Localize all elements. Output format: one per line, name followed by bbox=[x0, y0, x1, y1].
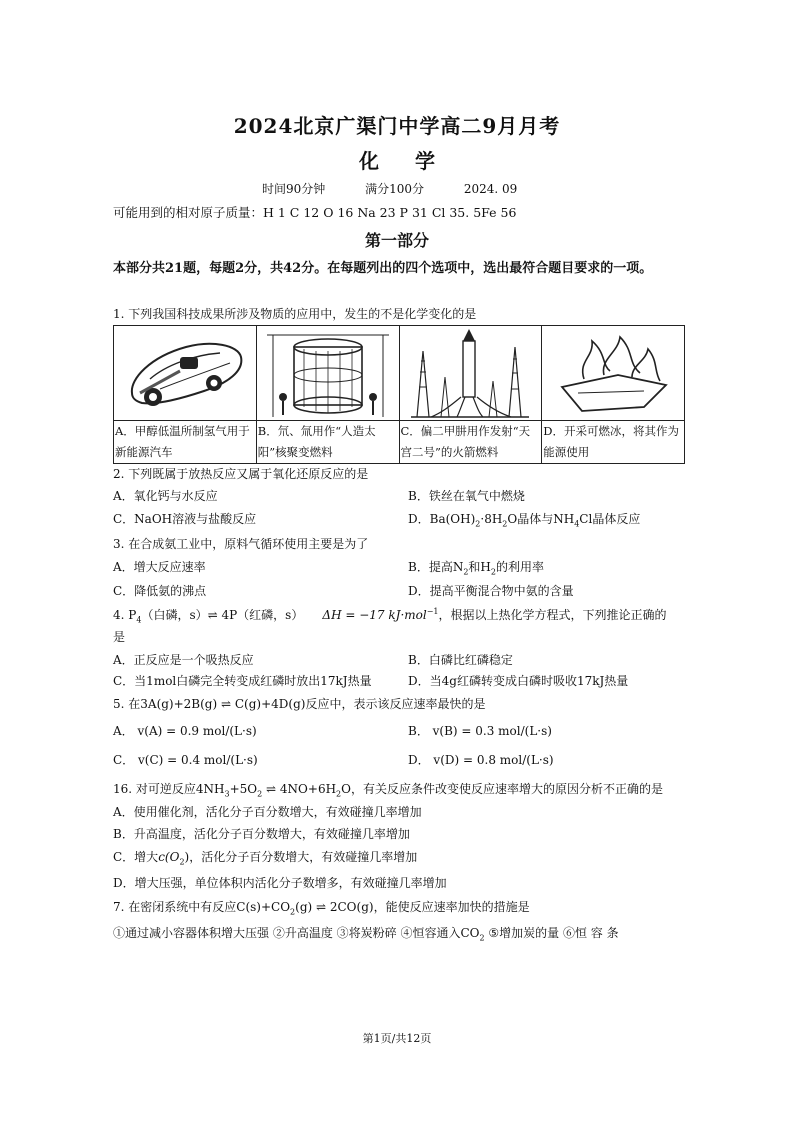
car-illustration bbox=[120, 331, 250, 415]
exam-title: 2024北京广渠门中学高二9月月考 bbox=[233, 114, 561, 138]
q2-option-d: D．$Ba(OH)_2\cdot 8H_2O$晶体与$NH_4Cl$晶体反应 bbox=[408, 512, 641, 529]
q7-stem: 7. 在密闭系统中有反应$C(s)+CO_2(g)$ ⇌ 2CO(g)，能使反应速率加快的措施是 bbox=[113, 900, 530, 917]
q4-stem-cont: 是 bbox=[113, 630, 126, 644]
q4-option-d: D．当4g红磷转变成白磷时吸收17kJ热量 bbox=[408, 674, 629, 688]
q5-option-b: B． v(B) = 0.3 mol/(L·s) bbox=[408, 724, 552, 738]
q1-option-b: B．氘、氚用作“人造太阳”核聚变燃料 bbox=[256, 421, 399, 464]
q1-option-d: D．开采可燃冰，将其作为能源使用 bbox=[542, 421, 685, 464]
q6-stem: 16. 对可逆反应$4NH_3+5O_2$ ⇌ $4NO+6H_2O$，有关反应条件改变使反应速率增大的原因分析不正确的是 bbox=[113, 782, 663, 799]
q1-image-c bbox=[399, 326, 542, 421]
q5-stem: 5. 在3A(g)+2B(g) ⇌ C(g)+4D(g)反应中，表示该反应速率最快的是 bbox=[113, 697, 486, 711]
q7-choices: ①通过减小容器体积增大压强 ②升高温度 ③将炭粉碎 ④恒容通入$CO_2$ ⑤增加炭的量 ⑥恒 容 条 bbox=[113, 926, 619, 943]
q3-option-d: D．提高平衡混合物中氨的含量 bbox=[408, 584, 574, 598]
tokamak-illustration bbox=[263, 327, 393, 419]
q3-option-b: B．提高$N_2$和$H_2$的利用率 bbox=[408, 560, 544, 577]
q6-option-a: A．使用催化剂，活化分子百分数增大，有效碰撞几率增加 bbox=[113, 805, 422, 819]
q1-stem: 1. 下列我国科技成果所涉及物质的应用中，发生的不是化学变化的是 bbox=[113, 307, 477, 321]
exam-info bbox=[262, 180, 553, 197]
q5-option-d: D． v(D) = 0.8 mol/(L·s) bbox=[408, 753, 554, 767]
q2-option-c: C．NaOH溶液与盐酸反应 bbox=[113, 512, 257, 526]
burning-ice-illustration bbox=[548, 331, 678, 415]
q5-option-c: C． v(C) = 0.4 mol/(L·s) bbox=[113, 753, 258, 767]
q2-stem: 2. 下列既属于放热反应又属于氧化还原反应的是 bbox=[113, 467, 369, 481]
section-instructions: 本部分共21题，每题2分，共42分。在每题列出的四个选项中，选出最符合题目要求的一项。 bbox=[113, 261, 653, 276]
q4-stem: 4. $P_4$（白磷，s）⇌ 4P（红磷，s） ΔH = −17 kJ·mol$^{-1}$，根据以上热化学方程式，下列推论正确的 bbox=[113, 607, 667, 625]
q1-image-a bbox=[114, 326, 257, 421]
q4-option-c: C．当1mol白磷完全转变成红磷时放出17kJ热量 bbox=[113, 674, 372, 688]
exam-date: 2024. 09 bbox=[463, 182, 518, 196]
exam-full-score: 满分100分 bbox=[365, 182, 425, 196]
q3-stem: 3. 在合成氨工业中，原料气循环使用主要是为了 bbox=[113, 537, 369, 551]
q5-option-a: A． v(A) = 0.9 mol/(L·s) bbox=[113, 724, 257, 738]
q2-option-a: A．氧化钙与水反应 bbox=[113, 489, 218, 503]
q1-figure-table bbox=[113, 325, 685, 464]
q6-option-d: D．增大压强，单位体积内活化分子数增多，有效碰撞几率增加 bbox=[113, 876, 447, 890]
q4-option-b: B．白磷比红磷稳定 bbox=[408, 653, 513, 667]
q1-option-a: A．甲醇低温所制氢气用于新能源汽车 bbox=[114, 421, 257, 464]
rocket-launch-illustration bbox=[401, 327, 539, 419]
q1-option-c: C．偏二甲肼用作发射“天宫二号”的火箭燃料 bbox=[399, 421, 542, 464]
q2-option-b: B．铁丝在氧气中燃烧 bbox=[408, 489, 525, 503]
subject-title bbox=[0, 145, 794, 174]
q6-option-b: B．升高温度，活化分子百分数增大，有效碰撞几率增加 bbox=[113, 827, 410, 841]
section-title: 第一部分 bbox=[364, 231, 429, 250]
subject-char-1: 化 bbox=[359, 149, 379, 173]
exam-time: 时间90分钟 bbox=[262, 182, 326, 196]
q3-option-c: C．降低氨的沸点 bbox=[113, 584, 207, 598]
q6-option-c: C．增大$c(O_2)$，活化分子百分数增大，有效碰撞几率增加 bbox=[113, 850, 418, 867]
q3-option-a: A．增大反应速率 bbox=[113, 560, 206, 574]
subject-char-2: 学 bbox=[415, 149, 435, 173]
q4-option-a: A．正反应是一个吸热反应 bbox=[113, 653, 254, 667]
page-footer: 第1页/共12页 bbox=[362, 1032, 432, 1045]
q1-image-d bbox=[542, 326, 685, 421]
q1-image-b bbox=[256, 326, 399, 421]
atomic-mass-line: 可能用到的相对原子质量：H 1 C 12 O 16 Na 23 P 31 Cl 35. 5Fe 56 bbox=[113, 205, 517, 220]
